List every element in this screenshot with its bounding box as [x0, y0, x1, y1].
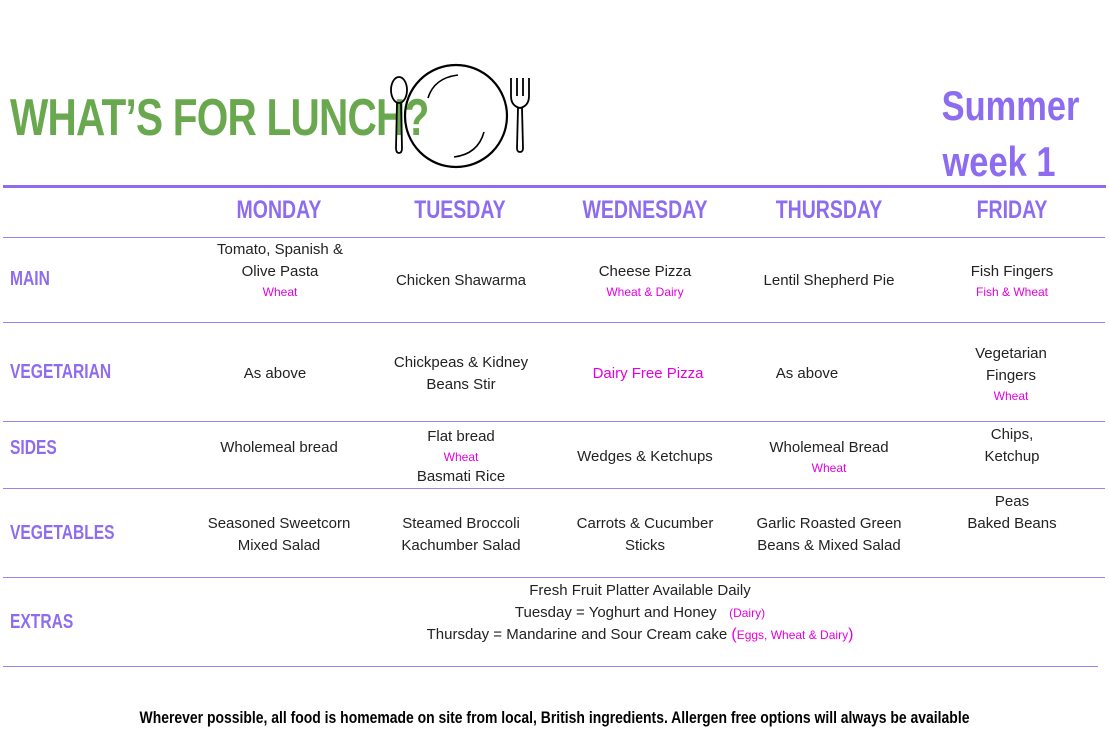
- dish-name: Steamed Broccoli: [402, 515, 520, 532]
- allergen-label: Wheat: [811, 461, 847, 475]
- menu-cell-vegetarian-friday: [920, 343, 1102, 405]
- menu-cell-sides-tuesday: [370, 426, 552, 488]
- dish-name: Seasoned Sweetcorn: [207, 515, 351, 532]
- allergen-label: Wheat: [443, 450, 479, 464]
- menu-cell-main-thursday: [738, 270, 920, 292]
- allergen-close-paren: ): [848, 626, 854, 643]
- menu-cell-vegetables-friday: [921, 491, 1103, 535]
- menu-cell-main-monday: [189, 239, 371, 301]
- row-label-extras: EXTRAS: [10, 611, 74, 633]
- extras-text: Thursday = Mandarine and Sour Cream cake: [426, 626, 728, 643]
- allergen-label: (Dairy): [729, 606, 766, 620]
- dish-name: Chickpeas & Kidney: [393, 354, 529, 371]
- menu-cell-vegetables-monday: [188, 513, 370, 557]
- extras-line: [300, 624, 980, 646]
- plate-with-cutlery-icon: [388, 60, 533, 172]
- extras-block: [300, 580, 980, 646]
- menu-cell-vegetables-thursday: [738, 513, 920, 557]
- dish-name: Wedges & Ketchups: [577, 448, 713, 465]
- dish-name: Fish Fingers: [970, 263, 1054, 280]
- allergen-label: Wheat: [993, 389, 1029, 403]
- menu-cell-sides-wednesday: [554, 446, 736, 468]
- dish-name: Wholemeal bread: [220, 439, 338, 456]
- allergen-label: Wheat: [262, 285, 298, 299]
- dish-name: Vegetarian: [975, 345, 1047, 362]
- row-divider: [3, 322, 1105, 323]
- menu-cell-vegetarian-thursday: [716, 363, 898, 385]
- dish-name: Peas: [994, 493, 1030, 510]
- row-divider: [3, 237, 1105, 238]
- dish-name: As above: [243, 365, 307, 382]
- row-label-vegetables: VEGETABLES: [10, 522, 115, 544]
- header-divider: [3, 185, 1106, 188]
- dish-name-highlighted: Dairy Free Pizza: [592, 365, 704, 382]
- allergen-label: Eggs, Wheat & Dairy: [736, 628, 849, 642]
- dish-name: Lentil Shepherd Pie: [763, 272, 895, 289]
- dish-name: Basmati Rice: [416, 468, 506, 485]
- menu-cell-sides-thursday: [738, 437, 920, 477]
- extras-text: Tuesday = Yoghurt and Honey: [514, 604, 717, 621]
- menu-cell-main-tuesday: [370, 270, 552, 292]
- dish-name: Ketchup: [984, 448, 1040, 465]
- dish-name: Beans Stir: [426, 376, 496, 393]
- menu-cell-vegetarian-wednesday: [557, 363, 739, 385]
- season-week-label: [941, 78, 1080, 190]
- row-divider: [3, 577, 1105, 578]
- day-header-wednesday: WEDNESDAY: [582, 196, 708, 224]
- allergen-label: Wheat & Dairy: [606, 285, 684, 299]
- allergen-open-paren: (: [731, 626, 737, 643]
- menu-cell-main-friday: [921, 261, 1103, 301]
- dish-name: Tomato, Spanish &: [217, 241, 343, 258]
- day-header-friday: FRIDAY: [976, 196, 1048, 224]
- menu-cell-vegetarian-tuesday: [370, 352, 552, 396]
- dish-name: Flat bread: [427, 428, 495, 445]
- dish-name: Sticks: [624, 537, 665, 554]
- row-label-sides: SIDES: [10, 437, 57, 459]
- dish-name: Olive Pasta: [241, 263, 319, 280]
- dish-name: Kachumber Salad: [401, 537, 521, 554]
- dish-name: Chips,: [990, 426, 1034, 443]
- day-header-tuesday: TUESDAY: [414, 196, 506, 224]
- menu-cell-sides-friday: [921, 424, 1103, 468]
- dish-name: Mixed Salad: [237, 537, 321, 554]
- footer-note: Wherever possible, all food is homemade on site from local, British ingredients. Allergen free options will always be available: [139, 708, 970, 727]
- dish-name: Cheese Pizza: [598, 263, 692, 280]
- season-name: Summer: [941, 82, 1080, 129]
- menu-cell-vegetables-tuesday: [370, 513, 552, 557]
- row-label-main: MAIN: [10, 268, 50, 290]
- dish-name: Fingers: [985, 367, 1037, 384]
- extras-line: Fresh Fruit Platter Available Daily: [529, 582, 751, 599]
- extras-line: [300, 602, 980, 624]
- dish-name: Baked Beans: [967, 515, 1057, 532]
- menu-cell-main-wednesday: [554, 261, 736, 301]
- dish-name: Carrots & Cucumber: [576, 515, 714, 532]
- row-divider: [3, 421, 1105, 422]
- day-header-monday: MONDAY: [236, 196, 322, 224]
- day-header-thursday: THURSDAY: [775, 196, 883, 224]
- menu-cell-sides-monday: [188, 437, 370, 459]
- menu-cell-vegetarian-monday: [184, 363, 366, 385]
- dish-name: As above: [775, 365, 839, 382]
- dish-name: Beans & Mixed Salad: [757, 537, 901, 554]
- row-divider: [3, 666, 1098, 667]
- row-label-vegetarian: VEGETARIAN: [10, 361, 112, 383]
- dish-name: Wholemeal Bread: [769, 439, 889, 456]
- week-number: week 1: [942, 138, 1056, 185]
- menu-cell-vegetables-wednesday: [554, 513, 736, 557]
- row-divider: [3, 488, 1105, 489]
- dish-name: Garlic Roasted Green: [756, 515, 902, 532]
- page-title: WHAT’S FOR LUNCH?: [10, 89, 429, 147]
- allergen-label: Fish & Wheat: [975, 285, 1049, 299]
- dish-name: Chicken Shawarma: [395, 272, 527, 289]
